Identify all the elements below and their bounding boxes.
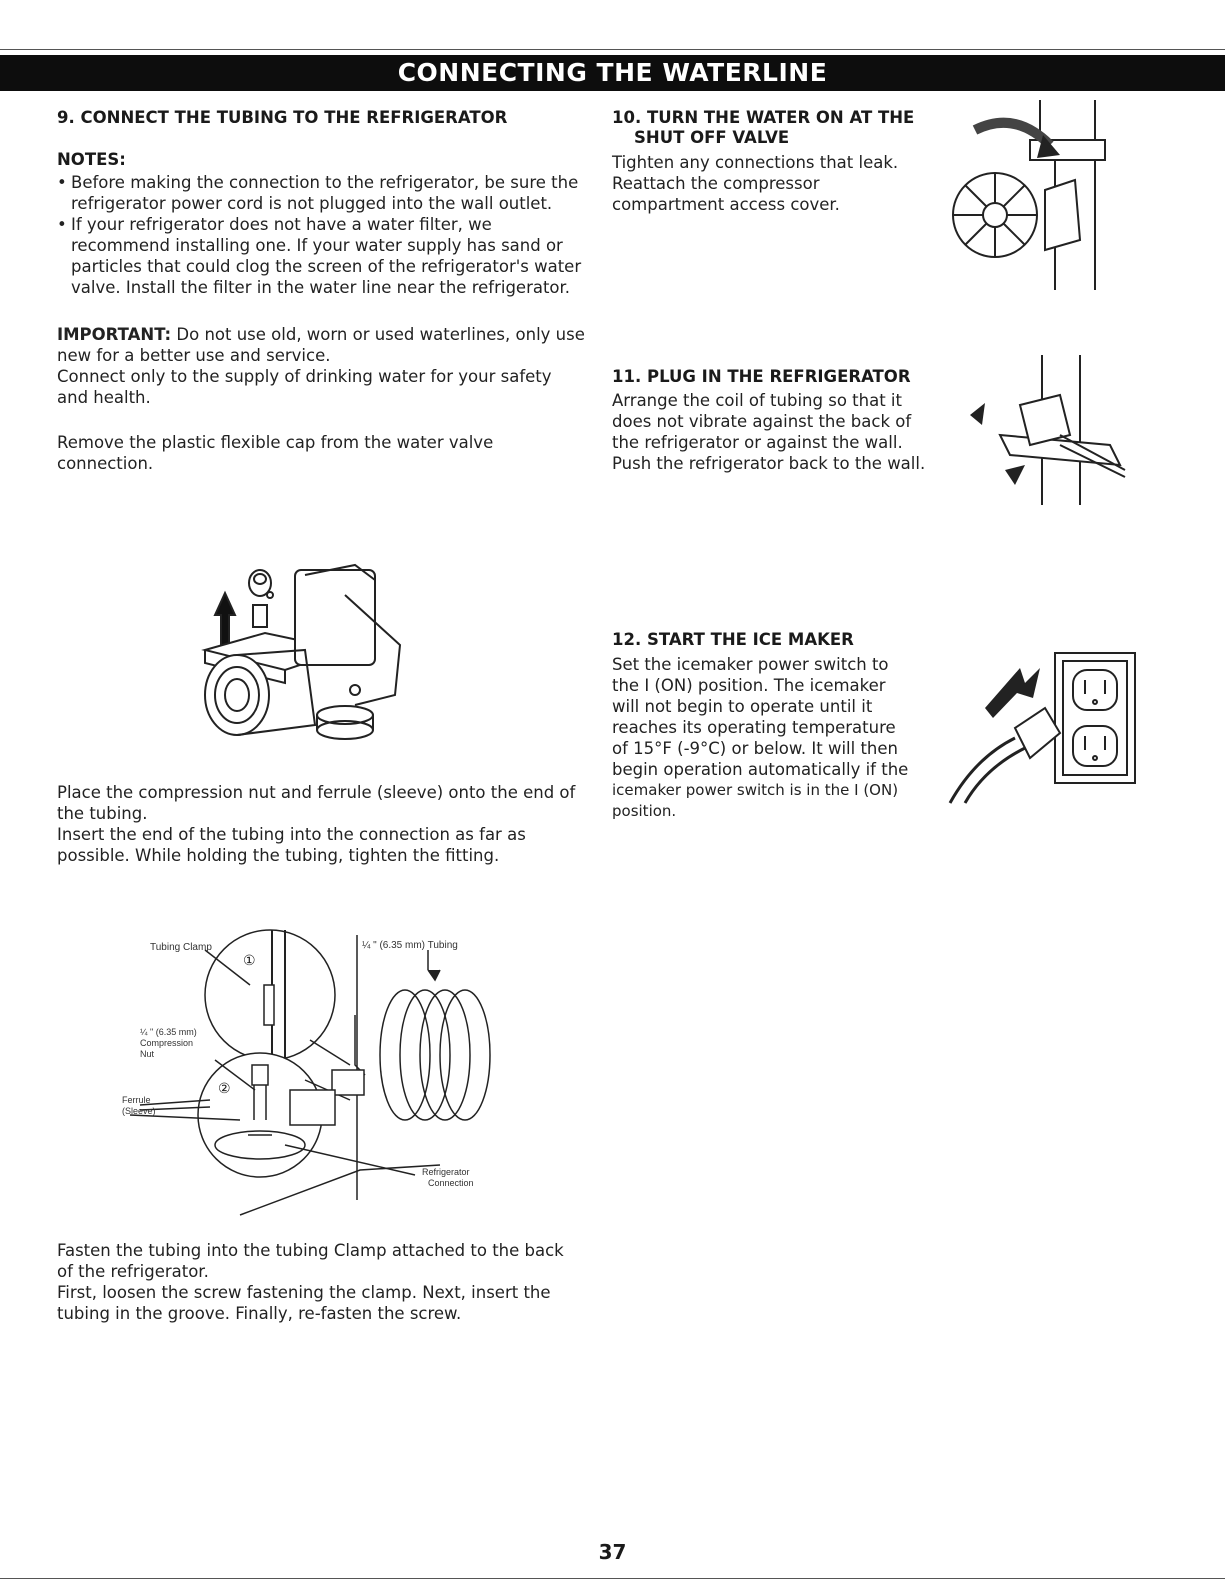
important-block: IMPORTANT: Do not use old, worn or used waterlines, only use new for a better use and service. Connect only to the supply of drinking water for your safety and health. (57, 325, 585, 407)
important-label: IMPORTANT: (57, 325, 172, 344)
arrow-icon (985, 668, 1040, 718)
step10-title: 10. TURN THE WATER ON AT THE SHUT OFF VALVE (612, 108, 915, 147)
tubing-clamp-illustration (960, 355, 1130, 505)
label-conn-1: Refrigerator (422, 1167, 470, 1177)
notes-list (55, 172, 615, 298)
label-ferrule-2: (Sleeve) (122, 1106, 156, 1116)
notes-label: NOTES: (57, 150, 126, 169)
label-tubing-clamp: Tubing Clamp (150, 942, 212, 953)
water-valve-illustration (195, 555, 425, 755)
note-item: • If your refrigerator does not have a water filter, we recommend installing one. If your water supply has sand or particles that could clog the screen of the refrigerator's water valve. Install the filter in the water line near the refrigerator. (55, 214, 615, 298)
step9-title: 9. CONNECT THE TUBING TO THE REFRIGERATOR (57, 108, 508, 127)
remove-cap-text: Remove the plastic flexible cap from the water valve connection. (57, 433, 494, 473)
fasten-text: Fasten the tubing into the tubing Clamp attached to the back of the refrigerator. First, loosen the screw fastening the clamp. Next, insert the tubing in the groove. Finally, re-fasten the screw. (57, 1241, 564, 1323)
label-nut-1: Compression (140, 1038, 194, 1048)
label-ferrule-1: Ferrule (122, 1095, 151, 1105)
label-conn-2: Connection (428, 1178, 474, 1188)
note-item: • Before making the connection to the refrigerator, be sure the refrigerator power cord is not plugged into the wall outlet. (55, 172, 615, 214)
rotate-arrow-icon (1005, 465, 1025, 485)
step10-text: Tighten any connections that leak. Reattach the compressor compartment access cover. (612, 153, 899, 214)
shutoff-valve-illustration (945, 100, 1125, 295)
page-number: 37 (598, 1540, 627, 1564)
label-nut-2: Nut (140, 1049, 155, 1059)
callout-1: ① (243, 952, 256, 968)
callout-2: ② (218, 1080, 231, 1096)
footer-rule (0, 1578, 1225, 1579)
label-nut-size: ¼ " (6.35 mm) (140, 1027, 197, 1037)
header-top-rule (0, 49, 1225, 50)
power-outlet-illustration (945, 648, 1140, 808)
step12-title: 12. START THE ICE MAKER (612, 630, 854, 649)
tubing-connection-diagram (110, 925, 510, 1225)
step11-text: Arrange the coil of tubing so that it does not vibrate against the back of the refrigerator or against the wall. Push the refrigerator back to the wall. (612, 391, 926, 473)
place-nut-text: Place the compression nut and ferrule (sleeve) onto the end of the tubing. Insert the end of the tubing into the connection as far as possible. While holding the tubing, tighten the fitting. (57, 783, 576, 865)
step11-title: 11. PLUG IN THE REFRIGERATOR (612, 367, 911, 386)
page-header (0, 55, 1225, 91)
rotate-arrow-icon (970, 403, 985, 425)
step12-text: Set the icemaker power switch to the I (ON) position. The icemaker will not begin to operate until it reaches its operating temperature of 15°F (-9°C) or below. It will then begin operation automatically if the icemaker power switch is in the I (ON) position. (612, 655, 909, 820)
label-tubing: ¼ " (6.35 mm) Tubing (362, 940, 458, 951)
header-title: CONNECTING THE WATERLINE (397, 58, 828, 87)
